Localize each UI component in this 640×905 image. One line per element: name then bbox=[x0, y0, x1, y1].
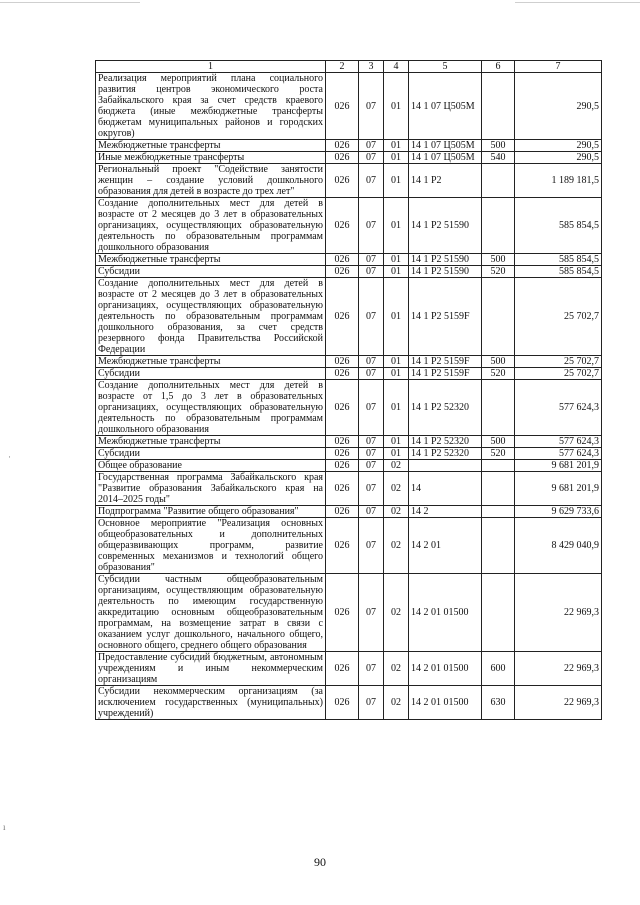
row-name: Создание дополнительных мест для детей в возрасте от 1,5 до 3 лет в образовательных организациях, осуществляющих образовательную деятельность по образовательным программам дошкольного образования bbox=[96, 380, 326, 436]
scan-speck: · bbox=[8, 452, 11, 462]
column-number: 1 bbox=[96, 61, 326, 73]
table-row bbox=[96, 266, 602, 278]
ministry-code: 026 bbox=[326, 198, 359, 254]
amount: 25 702,7 bbox=[515, 368, 602, 380]
scan-edge-line bbox=[515, 2, 640, 3]
row-name: Региональный проект "Содействие занятости женщин – создание условий дошкольного образования для детей в возрасте до трех лет" bbox=[96, 164, 326, 198]
section-code: 07 bbox=[359, 686, 384, 720]
section-code: 07 bbox=[359, 574, 384, 652]
ministry-code: 026 bbox=[326, 152, 359, 164]
amount: 585 854,5 bbox=[515, 198, 602, 254]
section-code: 07 bbox=[359, 266, 384, 278]
ministry-code: 026 bbox=[326, 380, 359, 436]
expense-type-code: 520 bbox=[482, 266, 515, 278]
ministry-code: 026 bbox=[326, 448, 359, 460]
row-name: Субсидии bbox=[96, 368, 326, 380]
section-code: 07 bbox=[359, 254, 384, 266]
ministry-code: 026 bbox=[326, 574, 359, 652]
ministry-code: 026 bbox=[326, 278, 359, 356]
scan-speck: ı bbox=[3, 822, 6, 832]
amount: 1 189 181,5 bbox=[515, 164, 602, 198]
section-code: 07 bbox=[359, 73, 384, 140]
section-code: 07 bbox=[359, 198, 384, 254]
expense-type-code bbox=[482, 164, 515, 198]
ministry-code: 026 bbox=[326, 356, 359, 368]
row-name: Субсидии bbox=[96, 448, 326, 460]
expense-type-code bbox=[482, 198, 515, 254]
row-name: Создание дополнительных мест для детей в возрасте от 2 месяцев до 3 лет в образовательных организациях, осуществляющих образовательную деятельность по образовательным программам дошкольного образования bbox=[96, 198, 326, 254]
subsection-code: 02 bbox=[384, 506, 409, 518]
table-row bbox=[96, 73, 602, 140]
row-name: Иные межбюджетные трансферты bbox=[96, 152, 326, 164]
ministry-code: 026 bbox=[326, 686, 359, 720]
subsection-code: 01 bbox=[384, 436, 409, 448]
ministry-code: 026 bbox=[326, 164, 359, 198]
subsection-code: 01 bbox=[384, 198, 409, 254]
amount: 9 681 201,9 bbox=[515, 460, 602, 472]
subsection-code: 01 bbox=[384, 164, 409, 198]
row-name: Межбюджетные трансферты bbox=[96, 140, 326, 152]
row-name: Межбюджетные трансферты bbox=[96, 254, 326, 266]
table-row bbox=[96, 460, 602, 472]
amount: 25 702,7 bbox=[515, 356, 602, 368]
amount: 577 624,3 bbox=[515, 436, 602, 448]
ministry-code: 026 bbox=[326, 472, 359, 506]
column-number: 3 bbox=[359, 61, 384, 73]
row-name: Межбюджетные трансферты bbox=[96, 356, 326, 368]
amount: 577 624,3 bbox=[515, 448, 602, 460]
target-article-code: 14 1 Р2 52320 bbox=[409, 380, 482, 436]
subsection-code: 01 bbox=[384, 266, 409, 278]
target-article-code: 14 2 01 01500 bbox=[409, 574, 482, 652]
amount: 577 624,3 bbox=[515, 380, 602, 436]
expense-type-code: 500 bbox=[482, 356, 515, 368]
table-row bbox=[96, 574, 602, 652]
ministry-code: 026 bbox=[326, 140, 359, 152]
table-row bbox=[96, 380, 602, 436]
ministry-code: 026 bbox=[326, 254, 359, 266]
expense-type-code bbox=[482, 380, 515, 436]
table-row bbox=[96, 472, 602, 506]
subsection-code: 01 bbox=[384, 380, 409, 436]
section-code: 07 bbox=[359, 164, 384, 198]
section-code: 07 bbox=[359, 506, 384, 518]
expense-type-code: 500 bbox=[482, 254, 515, 266]
expense-type-code bbox=[482, 73, 515, 140]
table-row bbox=[96, 652, 602, 686]
row-name: Подпрограмма "Развитие общего образования" bbox=[96, 506, 326, 518]
amount: 290,5 bbox=[515, 152, 602, 164]
table-row bbox=[96, 152, 602, 164]
amount: 22 969,3 bbox=[515, 574, 602, 652]
target-article-code: 14 1 Р2 52320 bbox=[409, 436, 482, 448]
row-name: Государственная программа Забайкальского края "Развитие образования Забайкальского края на 2014–2025 годы" bbox=[96, 472, 326, 506]
section-code: 07 bbox=[359, 518, 384, 574]
target-article-code: 14 1 07 Ц505М bbox=[409, 152, 482, 164]
subsection-code: 01 bbox=[384, 73, 409, 140]
row-name: Предоставление субсидий бюджетным, автономным учреждениям и иным некоммерческим организациям bbox=[96, 652, 326, 686]
amount: 22 969,3 bbox=[515, 686, 602, 720]
expense-type-code: 500 bbox=[482, 436, 515, 448]
target-article-code: 14 2 bbox=[409, 506, 482, 518]
target-article-code bbox=[409, 460, 482, 472]
ministry-code: 026 bbox=[326, 73, 359, 140]
amount: 25 702,7 bbox=[515, 278, 602, 356]
subsection-code: 01 bbox=[384, 278, 409, 356]
row-name: Общее образование bbox=[96, 460, 326, 472]
target-article-code: 14 1 Р2 51590 bbox=[409, 254, 482, 266]
section-code: 07 bbox=[359, 278, 384, 356]
amount: 585 854,5 bbox=[515, 266, 602, 278]
expense-type-code bbox=[482, 518, 515, 574]
budget-table bbox=[95, 60, 602, 720]
table-row bbox=[96, 448, 602, 460]
table-row bbox=[96, 518, 602, 574]
expense-type-code bbox=[482, 506, 515, 518]
expense-type-code: 540 bbox=[482, 152, 515, 164]
target-article-code: 14 bbox=[409, 472, 482, 506]
column-number: 6 bbox=[482, 61, 515, 73]
subsection-code: 01 bbox=[384, 254, 409, 266]
section-code: 07 bbox=[359, 472, 384, 506]
section-code: 07 bbox=[359, 460, 384, 472]
subsection-code: 01 bbox=[384, 356, 409, 368]
subsection-code: 02 bbox=[384, 472, 409, 506]
page-number: 90 bbox=[314, 855, 326, 869]
row-name: Субсидии частным общеобразовательным организациям, осуществляющим образовательную деятельность по имеющим государственную аккредитацию основным общеобразовательным программам, на возмещение затрат в связи с оказанием услуг дошкольного, начального общего, основного общего, среднего общего образования bbox=[96, 574, 326, 652]
target-article-code: 14 1 Р2 5159F bbox=[409, 356, 482, 368]
expense-type-code: 600 bbox=[482, 652, 515, 686]
column-number: 2 bbox=[326, 61, 359, 73]
scan-edge-line bbox=[0, 2, 140, 3]
table-row bbox=[96, 254, 602, 266]
ministry-code: 026 bbox=[326, 436, 359, 448]
expense-type-code bbox=[482, 472, 515, 506]
subsection-code: 01 bbox=[384, 152, 409, 164]
section-code: 07 bbox=[359, 436, 384, 448]
section-code: 07 bbox=[359, 356, 384, 368]
section-code: 07 bbox=[359, 380, 384, 436]
section-code: 07 bbox=[359, 368, 384, 380]
target-article-code: 14 1 07 Ц505М bbox=[409, 140, 482, 152]
subsection-code: 02 bbox=[384, 460, 409, 472]
expense-type-code bbox=[482, 278, 515, 356]
target-article-code: 14 1 Р2 51590 bbox=[409, 198, 482, 254]
target-article-code: 14 2 01 01500 bbox=[409, 652, 482, 686]
section-code: 07 bbox=[359, 652, 384, 686]
section-code: 07 bbox=[359, 140, 384, 152]
ministry-code: 026 bbox=[326, 368, 359, 380]
column-number: 5 bbox=[409, 61, 482, 73]
row-name: Реализация мероприятий плана социального развития центров экономического роста Забайкальского края за счет средств краевого бюджета (иные межбюджетные трансферты бюджетам муниципальных районов и городских округов) bbox=[96, 73, 326, 140]
ministry-code: 026 bbox=[326, 652, 359, 686]
amount: 585 854,5 bbox=[515, 254, 602, 266]
expense-type-code bbox=[482, 574, 515, 652]
ministry-code: 026 bbox=[326, 518, 359, 574]
amount: 9 681 201,9 bbox=[515, 472, 602, 506]
ministry-code: 026 bbox=[326, 460, 359, 472]
target-article-code: 14 1 Р2 bbox=[409, 164, 482, 198]
row-name: Межбюджетные трансферты bbox=[96, 436, 326, 448]
budget-table-body bbox=[96, 61, 602, 720]
target-article-code: 14 2 01 01500 bbox=[409, 686, 482, 720]
subsection-code: 01 bbox=[384, 448, 409, 460]
subsection-code: 02 bbox=[384, 518, 409, 574]
amount: 290,5 bbox=[515, 73, 602, 140]
section-code: 07 bbox=[359, 152, 384, 164]
table-row bbox=[96, 506, 602, 518]
row-name: Субсидии bbox=[96, 266, 326, 278]
expense-type-code bbox=[482, 460, 515, 472]
target-article-code: 14 1 Р2 52320 bbox=[409, 448, 482, 460]
expense-type-code: 630 bbox=[482, 686, 515, 720]
column-number: 4 bbox=[384, 61, 409, 73]
amount: 290,5 bbox=[515, 140, 602, 152]
amount: 8 429 040,9 bbox=[515, 518, 602, 574]
section-code: 07 bbox=[359, 448, 384, 460]
expense-type-code: 520 bbox=[482, 368, 515, 380]
table-row bbox=[96, 164, 602, 198]
ministry-code: 026 bbox=[326, 506, 359, 518]
ministry-code: 026 bbox=[326, 266, 359, 278]
expense-type-code: 520 bbox=[482, 448, 515, 460]
target-article-code: 14 1 07 Ц505М bbox=[409, 73, 482, 140]
table-row bbox=[96, 356, 602, 368]
target-article-code: 14 1 Р2 5159F bbox=[409, 278, 482, 356]
row-name: Основное мероприятие "Реализация основных общеобразовательных и дополнительных общеразвивающих программ, развитие современных механизмов и технологий общего образования" bbox=[96, 518, 326, 574]
subsection-code: 01 bbox=[384, 140, 409, 152]
row-name: Субсидии некоммерческим организациям (за исключением государственных (муниципальных) учреждений) bbox=[96, 686, 326, 720]
expense-type-code: 500 bbox=[482, 140, 515, 152]
target-article-code: 14 2 01 bbox=[409, 518, 482, 574]
subsection-code: 02 bbox=[384, 574, 409, 652]
column-number: 7 bbox=[515, 61, 602, 73]
table-row bbox=[96, 436, 602, 448]
table-row bbox=[96, 198, 602, 254]
table-row bbox=[96, 686, 602, 720]
amount: 22 969,3 bbox=[515, 652, 602, 686]
target-article-code: 14 1 Р2 5159F bbox=[409, 368, 482, 380]
target-article-code: 14 1 Р2 51590 bbox=[409, 266, 482, 278]
column-number-row bbox=[96, 61, 602, 73]
table-row bbox=[96, 140, 602, 152]
subsection-code: 02 bbox=[384, 686, 409, 720]
table-row bbox=[96, 278, 602, 356]
subsection-code: 02 bbox=[384, 652, 409, 686]
amount: 9 629 733,6 bbox=[515, 506, 602, 518]
subsection-code: 01 bbox=[384, 368, 409, 380]
row-name: Создание дополнительных мест для детей в возрасте от 2 месяцев до 3 лет в образовательных организациях, осуществляющих образовательную деятельность по образовательным программам дошкольного образования, за счет средств резервного фонда Правительства Российской Федерации bbox=[96, 278, 326, 356]
table-row bbox=[96, 368, 602, 380]
